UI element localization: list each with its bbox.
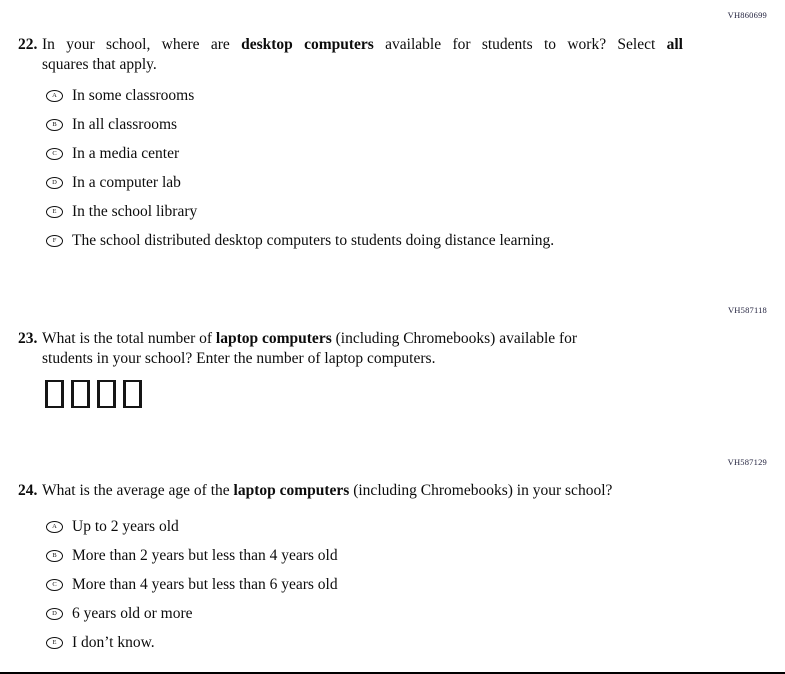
option-label: More than 2 years but less than 4 years old xyxy=(72,547,338,564)
answer-oval-c-icon[interactable]: C xyxy=(46,579,63,591)
answer-oval-a-icon[interactable]: A xyxy=(46,521,63,533)
accession-code-q23: VH587118 xyxy=(727,305,767,315)
answer-oval-c-icon[interactable]: C xyxy=(46,148,63,160)
digit-entry-box-3[interactable] xyxy=(97,380,116,408)
option-label: In all classrooms xyxy=(72,116,178,133)
accession-code-q22: VH860699 xyxy=(727,10,767,20)
option-label: In a computer lab xyxy=(72,174,181,191)
option-label: In the school library xyxy=(72,203,198,220)
answer-oval-d-icon[interactable]: D xyxy=(46,177,63,189)
answer-oval-f-icon[interactable]: F xyxy=(46,235,63,247)
question-23-prompt xyxy=(42,329,577,369)
option-row-q22-c[interactable] xyxy=(46,144,554,164)
answer-oval-b-icon[interactable]: B xyxy=(46,119,63,131)
option-row-q24-d[interactable] xyxy=(46,604,338,624)
option-label: Up to 2 years old xyxy=(72,518,179,535)
answer-oval-a-icon[interactable]: A xyxy=(46,90,63,102)
answer-oval-e-icon[interactable]: E xyxy=(46,206,63,218)
option-label: I don’t know. xyxy=(72,634,155,651)
answer-oval-e-icon[interactable]: E xyxy=(46,637,63,649)
question-22-prompt-line-2: squares that apply. xyxy=(42,56,157,73)
option-label: 6 years old or more xyxy=(72,605,193,622)
question-23-prompt-line-1: What is the total number of laptop computers (including Chromebooks) available for xyxy=(42,330,578,347)
option-row-q22-e[interactable] xyxy=(46,202,554,222)
option-row-q22-a[interactable] xyxy=(46,86,554,106)
question-22-number: 22. xyxy=(18,36,38,53)
option-row-q22-d[interactable] xyxy=(46,173,554,193)
option-label: In some classrooms xyxy=(72,87,195,104)
digit-entry-box-4[interactable] xyxy=(123,380,142,408)
option-row-q22-b[interactable] xyxy=(46,115,554,135)
answer-oval-b-icon[interactable]: B xyxy=(46,550,63,562)
option-row-q24-c[interactable] xyxy=(46,575,338,595)
option-label: In a media center xyxy=(72,145,180,162)
question-22-prompt-line-1: In your school, where are desktop computers available for students to work? Select all xyxy=(42,36,683,53)
option-row-q22-f[interactable] xyxy=(46,231,554,251)
question-23-number: 23. xyxy=(18,330,38,347)
option-label: More than 4 years but less than 6 years old xyxy=(72,576,338,593)
question-22-prompt xyxy=(42,35,683,75)
question-24-options xyxy=(46,517,338,662)
question-22-options xyxy=(46,86,554,260)
option-row-q24-a[interactable] xyxy=(46,517,338,537)
digit-entry-box-1[interactable] xyxy=(45,380,64,408)
digit-entry-box-2[interactable] xyxy=(71,380,90,408)
accession-code-q24: VH587129 xyxy=(727,457,767,467)
option-label: The school distributed desktop computers to students doing distance learning. xyxy=(72,232,555,249)
question-24-prompt xyxy=(42,481,612,501)
question-23-prompt-line-2: students in your school? Enter the number of laptop computers. xyxy=(42,350,436,367)
option-row-q24-e[interactable] xyxy=(46,633,338,653)
answer-oval-d-icon[interactable]: D xyxy=(46,608,63,620)
option-row-q24-b[interactable] xyxy=(46,546,338,566)
number-entry-boxes xyxy=(45,380,142,408)
question-24-number: 24. xyxy=(18,482,38,499)
question-24-prompt-line-1: What is the average age of the laptop computers (including Chromebooks) in your school? xyxy=(42,482,613,499)
